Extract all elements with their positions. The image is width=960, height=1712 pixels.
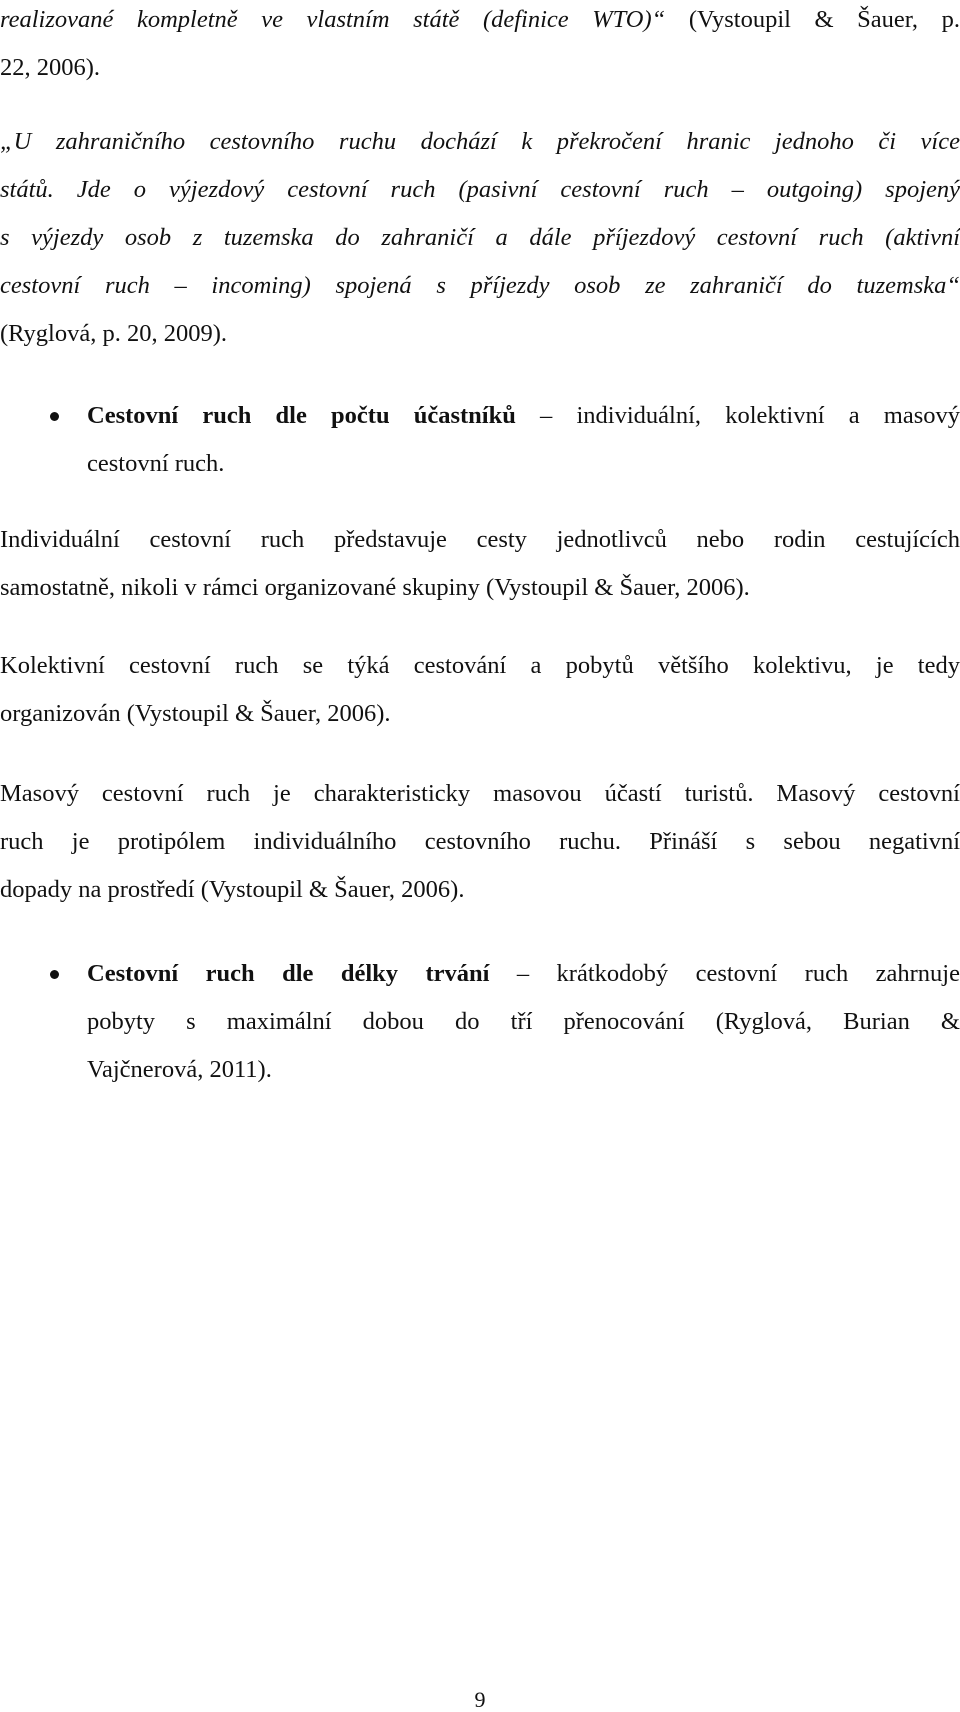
bullet-heading: Cestovní ruch dle délky trvání [87,960,490,987]
text-line: Kolektivní cestovní ruch se týká cestování a pobytů většího kolektivu, je tedy [0,652,960,679]
bullet-heading: Cestovní ruch dle počtu účastníků [87,402,516,429]
italic-quote: realizované kompletně ve vlastním státě (definice WTO)“ [0,6,666,33]
citation: (Vystoupil & Šauer, p. [665,6,960,33]
text-line: Vajčnerová, 2011). [87,1056,272,1083]
text-line [87,950,960,998]
text-line: ruch je protipólem individuálního cestovního ruchu. Přináší s sebou negativní [0,828,960,855]
text-line: „U zahraničního cestovního ruchu dochází k překročení hranic jednoho či více [0,128,960,155]
text-line: s výjezdy osob z tuzemska do zahraničí a dále příjezdový cestovní ruch (aktivní [0,224,960,251]
bullet-dot [50,970,59,979]
bullet-dot [50,412,59,421]
text-line: pobyty s maximální dobou do tří přenocování (Ryglová, Burian & [87,1008,960,1035]
bullet-text: – krátkodobý cestovní ruch zahrnuje [489,960,960,987]
text-line: (Ryglová, p. 20, 2009). [0,320,227,347]
text-line: Masový cestovní ruch je charakteristicky masovou účastí turistů. Masový cestovní [0,780,960,807]
paragraph-foreign-tourism-citation [0,310,960,358]
text-line: států. Jde o výjezdový cestovní ruch (pasivní cestovní ruch – outgoing) spojený [0,176,960,203]
text-line: samostatně, nikoli v rámci organizované skupiny (Vystoupil & Šauer, 2006). [0,574,750,601]
text-line [0,0,960,44]
paragraph-collective-tourism [0,642,960,738]
bullet-participants [87,392,960,488]
paragraph-foreign-tourism-quote [0,118,960,310]
text-line: cestovní ruch – incoming) spojená s příjezdy osob ze zahraničí do tuzemska“ [0,272,960,299]
text-line: organizován (Vystoupil & Šauer, 2006). [0,700,391,727]
text-line: Individuální cestovní ruch představuje cesty jednotlivců nebo rodin cestujících [0,526,960,553]
paragraph-mass-tourism [0,770,960,914]
text-line: cestovní ruch. [87,450,225,477]
paragraph-individual-tourism [0,516,960,612]
text-line [87,392,960,440]
paragraph-wto-definition [0,0,960,92]
bullet-duration [87,950,960,1094]
text-line: dopady na prostředí (Vystoupil & Šauer, 2006). [0,876,465,903]
bullet-text: – individuální, kolektivní a masový [515,402,960,429]
text-line: 22, 2006). [0,54,101,81]
page-number: 9 [474,1687,486,1712]
